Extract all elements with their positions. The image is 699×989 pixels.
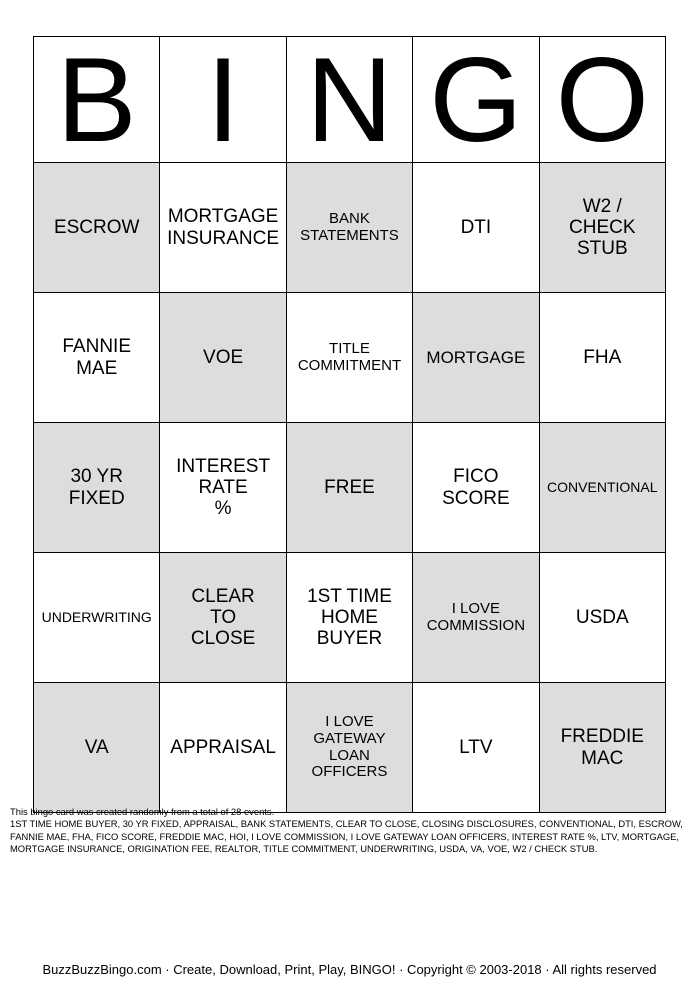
header-letter-n: N [286,37,412,163]
cell-label: UNDERWRITING [41,608,152,625]
bingo-cell [413,293,539,423]
cell-label: USDA [575,606,629,628]
bingo-row-5 [34,683,666,813]
cell-label: I LOVE GATEWAY LOAN OFFICERS [311,712,388,781]
bingo-cell [34,683,160,813]
site-footer: BuzzBuzzBingo.com · Create, Download, Print, Play, BINGO! · Copyright © 2003-2018 · All rights reserved [42,962,657,977]
bingo-cell [34,293,160,423]
bingo-cell [413,683,539,813]
cell-label: FREE [324,476,375,498]
bingo-cell [160,683,286,813]
cell-label: FREDDIE MAC [560,726,644,769]
cell-label: FHA [583,346,622,368]
bingo-row-2 [34,293,666,423]
bingo-cell [539,553,665,683]
cell-label: DTI [460,216,492,238]
bingo-cell [160,293,286,423]
bingo-cell [539,423,665,553]
cell-label: I LOVE COMMISSION [426,599,526,634]
bingo-cell [34,163,160,293]
cell-label: CONVENTIONAL [547,478,658,495]
header-letter-g: G [413,37,539,163]
cell-label: ESCROW [53,216,140,238]
bingo-cell [286,163,412,293]
bingo-cell [286,683,412,813]
free-space-cell [286,423,412,553]
cell-label: 1ST TIME HOME BUYER [307,585,392,650]
bingo-cell [539,683,665,813]
bingo-cell [34,553,160,683]
header-letter-i: I [160,37,286,163]
cell-label: CLEAR TO CLOSE [190,585,256,650]
cell-label: VOE [203,346,244,368]
bingo-cell [34,423,160,553]
bingo-row-3 [34,423,666,553]
cell-label: BANK STATEMENTS [300,209,399,244]
cell-label: VA [84,736,109,758]
bingo-row-1 [34,163,666,293]
card-description [10,806,692,855]
cell-label: 30 YR FIXED [68,466,125,509]
header-letter-b: B [34,37,160,163]
card-source-note: This bingo card was created randomly from a total of 28 events. [10,806,275,817]
cell-label: LTV [459,736,493,758]
cell-label: MORTGAGE INSURANCE [167,206,280,249]
bingo-cell [539,293,665,423]
bingo-cell [413,163,539,293]
bingo-card [33,36,666,813]
bingo-cell [286,293,412,423]
bingo-cell [160,163,286,293]
event-list: 1ST TIME HOME BUYER, 30 YR FIXED, APPRAISAL, BANK STATEMENTS, CLEAR TO CLOSE, CLOSING DISCLOSURES, CONVENTIONAL, DTI, ESCROW, FANNIE MAE, FHA, FICO SCORE, FREDDIE MAC, HOI, I LOVE COMMISSION, I LOVE GATEWAY LOAN OFFICERS, INTEREST RATE %, LTV, MORTGAGE, MORTGAGE INSURANCE, ORIGINATION FEE, REALTOR, TITLE COMMITMENT, UNDERWRITING, USDA, VA, VOE, W2 / CHECK STUB. [10,818,683,854]
cell-label: INTEREST RATE % [176,455,271,520]
bingo-cell [413,423,539,553]
bingo-cell [413,553,539,683]
bingo-header-row [34,37,666,163]
header-letter-o: O [539,37,665,163]
bingo-cell [160,423,286,553]
cell-label: MORTGAGE [426,347,526,367]
cell-label: FICO SCORE [442,466,510,509]
cell-label: APPRAISAL [170,736,276,758]
bingo-cell [539,163,665,293]
cell-label: W2 / CHECK STUB [569,195,636,260]
cell-label: FANNIE MAE [62,336,131,379]
bingo-row-4 [34,553,666,683]
cell-label: TITLE COMMITMENT [297,339,402,374]
bingo-cell [286,553,412,683]
bingo-cell [160,553,286,683]
